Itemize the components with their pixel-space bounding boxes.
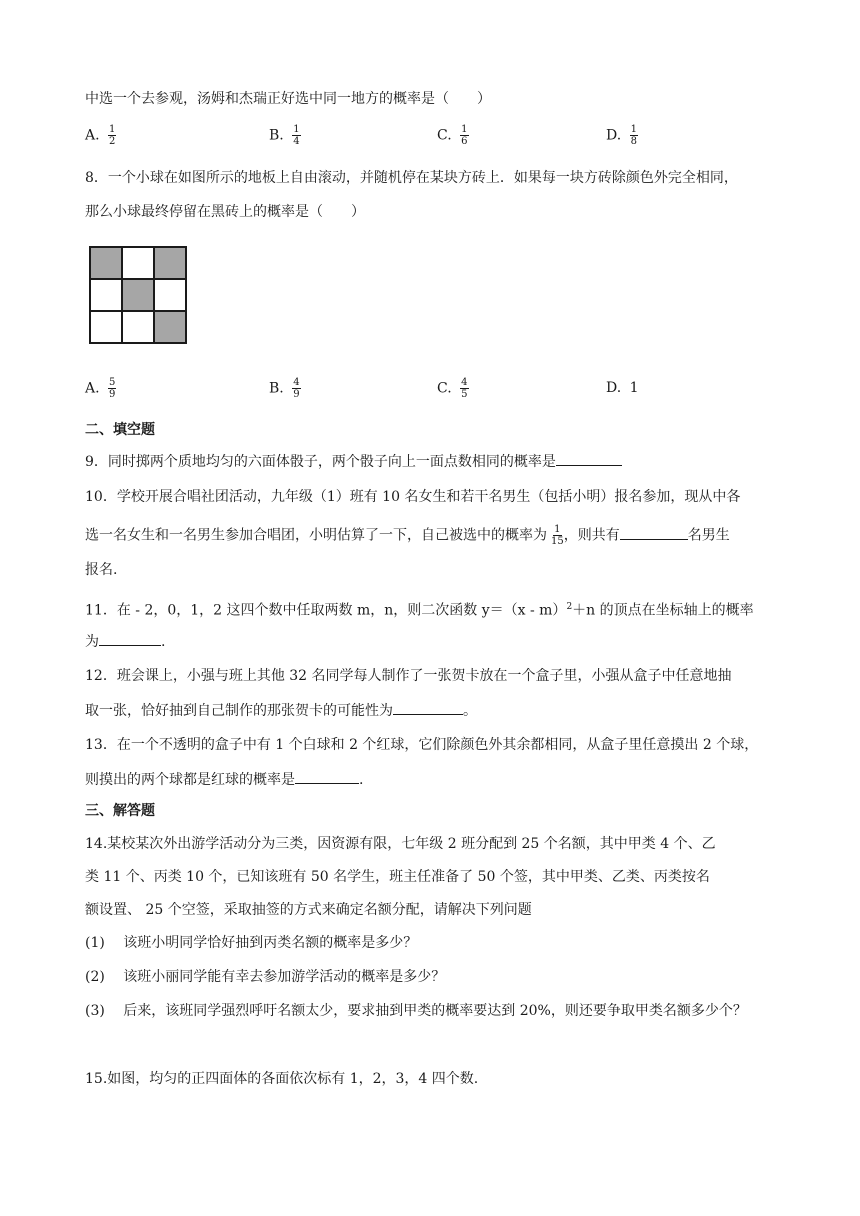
q7-option-b: B. $\frac{1}{4}$ xyxy=(269,124,300,147)
tile xyxy=(90,247,122,279)
q8-line-2: 那么小球最终停留在黑砖上的概率是（ ） xyxy=(85,204,365,220)
q14-sub-3: (3) 后来，该班同学强烈呼吁名额太少，要求抽到甲类的概率要达到 20%，则还要争取甲类名额多少个？ xyxy=(85,1003,747,1019)
q10-line-1: 10．学校开展合唱社团活动，九年级（1）班有 10 名女生和若干名男生（包括小明）报名参加，现从中各 xyxy=(85,489,741,505)
q7-text: 中选一个去参观，汤姆和杰瑞正好选中同一地方的概率是（ ） xyxy=(85,91,491,107)
q7-option-c: C. $\frac{1}{6}$ xyxy=(437,124,468,147)
answer-blank xyxy=(295,769,359,784)
answer-blank xyxy=(393,700,463,715)
q8-line-1: 8．一个小球在如图所示的地板上自由滚动，并随机停在某块方砖上．如果每一块方砖除颜色外完全相同， xyxy=(85,170,738,186)
fraction: $\frac{5}{9}$ xyxy=(109,377,116,400)
q13-line-2: 则摸出的两个球都是红球的概率是 . xyxy=(85,769,363,790)
q14-line-1: 14.某校某次外出游学活动分为三类，因资源有限，七年级 2 班分配到 25 个名额，其中甲类 4 个、乙 xyxy=(85,836,716,852)
fraction: $\frac{1}{2}$ xyxy=(109,124,116,147)
tile xyxy=(122,279,154,311)
q8-option-c: C. $\frac{4}{5}$ xyxy=(437,377,468,400)
q8-option-d: D. 1 xyxy=(606,380,639,396)
answer-blank xyxy=(99,631,161,646)
q14-sub-2: (2) 该班小丽同学能有幸去参加游学活动的概率是多少？ xyxy=(85,969,446,985)
q10-line-2: 选一名女生和一名男生参加合唱团，小明估算了一下，自己被选中的概率为 $\frac{1}{15}$ ，则共有 名男生 xyxy=(85,524,730,547)
q8-option-b: B. $\frac{4}{9}$ xyxy=(269,377,300,400)
q7-option-a: A. $\frac{1}{2}$ xyxy=(85,124,116,147)
fraction: $\frac{1}{15}$ xyxy=(551,524,564,547)
section-heading-fill-in: 二、填空题 xyxy=(85,422,155,438)
tile xyxy=(154,247,186,279)
tile xyxy=(154,311,186,343)
fraction: $\frac{1}{4}$ xyxy=(293,124,300,147)
q14-line-2: 类 11 个、丙类 10 个，已知该班有 50 名学生，班主任准备了 50 个签，其中甲类、乙类、丙类按名 xyxy=(85,869,710,885)
q7-option-d: D. $\frac{1}{8}$ xyxy=(606,124,638,147)
q13-line-1: 13．在一个不透明的盒子中有 1 个白球和 2 个红球，它们除颜色外其余都相同，从盒子里任意摸出 2 个球， xyxy=(85,737,759,753)
q11-line-2: 为 . xyxy=(85,631,165,652)
answer-blank xyxy=(556,451,622,466)
q8-option-a: A. $\frac{5}{9}$ xyxy=(85,377,116,400)
q14-line-3: 额设置、 25 个空签，采取抽签的方式来确定名额分配，请解决下列问题 xyxy=(85,902,532,918)
tile-floor-figure xyxy=(89,246,187,344)
q12-line-1: 12．班会课上，小强与班上其他 32 名同学每人制作了一张贺卡放在一个盒子里，小强从盒子中任意地抽 xyxy=(85,668,732,684)
q11-line-1: 11．在 - 2，0，1，2 这四个数中任取两数 m，n，则二次函数 y＝（x - m）$^2$＋n 的顶点在坐标轴上的概率 xyxy=(85,602,754,619)
fraction: $\frac{4}{5}$ xyxy=(461,377,468,400)
fraction: $\frac{1}{6}$ xyxy=(461,124,468,147)
tile xyxy=(154,279,186,311)
fraction: $\frac{1}{8}$ xyxy=(630,124,638,147)
fraction: $\frac{4}{9}$ xyxy=(293,377,300,400)
q12-line-2: 取一张，恰好抽到自己制作的那张贺卡的可能性为 。 xyxy=(85,700,477,721)
q10-line-3: 报名. xyxy=(85,562,118,578)
q9: 9．同时掷两个质地均匀的六面体骰子，两个骰子向上一面点数相同的概率是 xyxy=(85,451,622,472)
answer-blank xyxy=(620,525,688,540)
tile xyxy=(90,279,122,311)
q15: 15.如图，均匀的正四面体的各面依次标有 1，2，3，4 四个数. xyxy=(85,1071,479,1087)
tile xyxy=(122,311,154,343)
section-heading-answers: 三、解答题 xyxy=(85,803,155,819)
tile xyxy=(122,247,154,279)
tile xyxy=(90,311,122,343)
q14-sub-1: (1) 该班小明同学恰好抽到丙类名额的概率是多少？ xyxy=(85,935,418,951)
